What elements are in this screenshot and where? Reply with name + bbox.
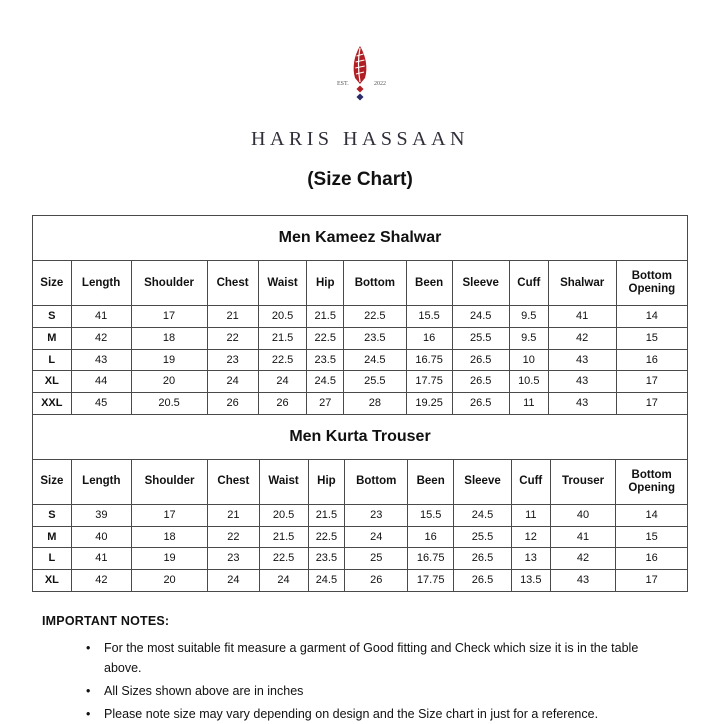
column-header: Hip — [308, 460, 345, 505]
cell-value: 17 — [616, 570, 687, 592]
notes-title: IMPORTANT NOTES: — [42, 613, 170, 628]
cell-value: 10.5 — [509, 371, 548, 393]
cell-value: 43 — [550, 570, 616, 592]
cell-value: 42 — [550, 548, 616, 570]
cell-value: 18 — [131, 526, 207, 548]
column-header: Hip — [307, 261, 344, 306]
column-header: Shalwar — [548, 261, 616, 306]
cell-value: 24 — [208, 570, 259, 592]
table-kurta-trouser — [32, 415, 688, 592]
cell-value: 23 — [208, 548, 259, 570]
table-row — [33, 349, 687, 371]
column-header: Size — [33, 460, 71, 505]
header-row — [33, 261, 687, 306]
cell-value: 41 — [550, 526, 616, 548]
column-header: Length — [71, 261, 131, 306]
cell-value: 21.5 — [259, 526, 308, 548]
svg-text:2022: 2022 — [374, 81, 386, 87]
cell-size: L — [33, 548, 71, 570]
cell-value: 22.5 — [259, 548, 308, 570]
cell-value: 24.5 — [454, 505, 512, 527]
cell-value: 44 — [71, 371, 131, 393]
column-header: Sleeve — [454, 460, 512, 505]
cell-value: 24.5 — [452, 306, 509, 328]
table-kameez-shalwar — [32, 215, 688, 415]
cell-value: 19 — [131, 349, 207, 371]
cell-size: XL — [33, 570, 71, 592]
cell-value: 19.25 — [406, 393, 452, 415]
cell-value: 21 — [208, 505, 259, 527]
column-header: Shoulder — [131, 460, 207, 505]
cell-value: 25 — [345, 548, 408, 570]
cell-value: 24 — [259, 570, 308, 592]
bullet-icon: • — [86, 683, 91, 698]
cell-value: 41 — [548, 306, 616, 328]
cell-value: 16 — [408, 526, 454, 548]
cell-value: 20 — [131, 371, 207, 393]
table-row — [33, 393, 687, 415]
column-header: Sleeve — [452, 261, 509, 306]
cell-value: 24.5 — [344, 349, 407, 371]
cell-value: 23.5 — [308, 548, 345, 570]
cell-value: 26 — [258, 393, 307, 415]
table-row — [33, 505, 687, 527]
cell-value: 45 — [71, 393, 131, 415]
header-row — [33, 460, 687, 505]
cell-value: 17 — [616, 393, 687, 415]
cell-value: 15.5 — [408, 505, 454, 527]
cell-value: 28 — [344, 393, 407, 415]
section-title-2: Men Kurta Trouser — [33, 415, 687, 460]
cell-value: 22 — [207, 328, 258, 350]
page-title: (Size Chart) — [307, 169, 413, 190]
table-header-2 — [33, 460, 687, 505]
cell-value: 21 — [207, 306, 258, 328]
cell-value: 16.75 — [406, 349, 452, 371]
column-header: Bottom Opening — [616, 460, 687, 505]
table-row — [33, 328, 687, 350]
column-header: Been — [408, 460, 454, 505]
cell-value: 17.75 — [408, 570, 454, 592]
cell-value: 42 — [548, 328, 616, 350]
cell-value: 17 — [616, 371, 687, 393]
size-table-1 — [33, 261, 687, 415]
column-header: Chest — [207, 261, 258, 306]
column-header: Trouser — [550, 460, 616, 505]
cell-value: 10 — [509, 349, 548, 371]
column-header: Been — [406, 261, 452, 306]
cell-value: 16 — [616, 548, 687, 570]
cell-value: 22.5 — [344, 306, 407, 328]
notes-list — [42, 638, 688, 724]
column-header: Bottom — [344, 261, 407, 306]
cell-value: 24 — [258, 371, 307, 393]
cell-value: 24 — [345, 526, 408, 548]
cell-value: 39 — [71, 505, 131, 527]
cell-value: 43 — [71, 349, 131, 371]
cell-size: M — [33, 328, 71, 350]
cell-value: 26.5 — [454, 548, 512, 570]
cell-value: 20.5 — [258, 306, 307, 328]
cell-value: 25.5 — [344, 371, 407, 393]
cell-value: 17 — [131, 505, 207, 527]
cell-value: 19 — [131, 548, 207, 570]
cell-value: 9.5 — [509, 328, 548, 350]
cell-value: 12 — [511, 526, 550, 548]
cell-value: 43 — [548, 393, 616, 415]
column-header: Bottom — [345, 460, 408, 505]
cell-value: 20.5 — [131, 393, 207, 415]
cell-size: S — [33, 306, 71, 328]
cell-value: 15.5 — [406, 306, 452, 328]
cell-size: XL — [33, 371, 71, 393]
cell-value: 11 — [509, 393, 548, 415]
bullet-icon: • — [86, 640, 91, 655]
brand-header — [0, 0, 720, 151]
cell-value: 14 — [616, 505, 687, 527]
cell-value: 23 — [207, 349, 258, 371]
note-item: • For the most suitable fit measure a garment of Good fitting and Check which size it is in the table above. — [104, 638, 688, 679]
cell-value: 26 — [207, 393, 258, 415]
cell-value: 42 — [71, 570, 131, 592]
column-header: Length — [71, 460, 131, 505]
column-header: Waist — [258, 261, 307, 306]
cell-value: 24.5 — [308, 570, 345, 592]
table-row — [33, 548, 687, 570]
cell-value: 13 — [511, 548, 550, 570]
cell-value: 23.5 — [307, 349, 344, 371]
size-table-2 — [33, 460, 687, 592]
cell-value: 43 — [548, 371, 616, 393]
note-item: • All Sizes shown above are in inches — [104, 681, 688, 702]
cell-value: 24 — [207, 371, 258, 393]
cell-value: 26.5 — [452, 349, 509, 371]
cell-value: 15 — [616, 526, 687, 548]
column-header: Bottom Opening — [616, 261, 687, 306]
column-header: Chest — [208, 460, 259, 505]
cell-value: 17 — [131, 306, 207, 328]
cell-value: 26 — [345, 570, 408, 592]
cell-value: 18 — [131, 328, 207, 350]
cell-size: S — [33, 505, 71, 527]
cell-value: 9.5 — [509, 306, 548, 328]
table-row — [33, 371, 687, 393]
section-title-1: Men Kameez Shalwar — [33, 216, 687, 261]
cell-value: 27 — [307, 393, 344, 415]
bullet-icon: • — [86, 706, 91, 721]
cell-value: 43 — [548, 349, 616, 371]
cell-value: 23.5 — [344, 328, 407, 350]
table-row — [33, 526, 687, 548]
cell-value: 14 — [616, 306, 687, 328]
column-header: Shoulder — [131, 261, 207, 306]
cell-value: 16 — [406, 328, 452, 350]
cell-size: L — [33, 349, 71, 371]
table-header-1 — [33, 261, 687, 306]
cell-size: M — [33, 526, 71, 548]
cell-value: 25.5 — [452, 328, 509, 350]
cell-value: 20 — [131, 570, 207, 592]
table-body-2 — [33, 505, 687, 592]
cell-value: 25.5 — [454, 526, 512, 548]
cell-value: 26.5 — [454, 570, 512, 592]
column-header: Cuff — [509, 261, 548, 306]
cell-value: 22.5 — [258, 349, 307, 371]
column-header: Waist — [259, 460, 308, 505]
cell-value: 22.5 — [308, 526, 345, 548]
table-row — [33, 570, 687, 592]
note-item: • Please note size may vary depending on design and the Size chart in just for a reference. — [104, 704, 688, 724]
brand-logo — [317, 44, 403, 106]
feather-crest-icon — [317, 44, 403, 106]
cell-value: 11 — [511, 505, 550, 527]
brand-name: HARIS HASSAAN — [251, 128, 469, 150]
column-header: Cuff — [511, 460, 550, 505]
table-row — [33, 306, 687, 328]
cell-value: 21.5 — [308, 505, 345, 527]
cell-value: 22 — [208, 526, 259, 548]
cell-value: 24.5 — [307, 371, 344, 393]
cell-value: 15 — [616, 328, 687, 350]
cell-value: 17.75 — [406, 371, 452, 393]
cell-value: 21.5 — [258, 328, 307, 350]
column-header: Size — [33, 261, 71, 306]
cell-value: 20.5 — [259, 505, 308, 527]
cell-value: 41 — [71, 548, 131, 570]
cell-value: 16.75 — [408, 548, 454, 570]
cell-value: 26.5 — [452, 393, 509, 415]
cell-value: 42 — [71, 328, 131, 350]
cell-value: 26.5 — [452, 371, 509, 393]
cell-value: 41 — [71, 306, 131, 328]
important-notes — [42, 614, 688, 724]
cell-value: 40 — [71, 526, 131, 548]
cell-size: XXL — [33, 393, 71, 415]
cell-value: 21.5 — [307, 306, 344, 328]
cell-value: 16 — [616, 349, 687, 371]
cell-value: 23 — [345, 505, 408, 527]
table-body-1 — [33, 306, 687, 414]
cell-value: 40 — [550, 505, 616, 527]
svg-text:EST.: EST. — [337, 81, 349, 87]
cell-value: 13.5 — [511, 570, 550, 592]
cell-value: 22.5 — [307, 328, 344, 350]
